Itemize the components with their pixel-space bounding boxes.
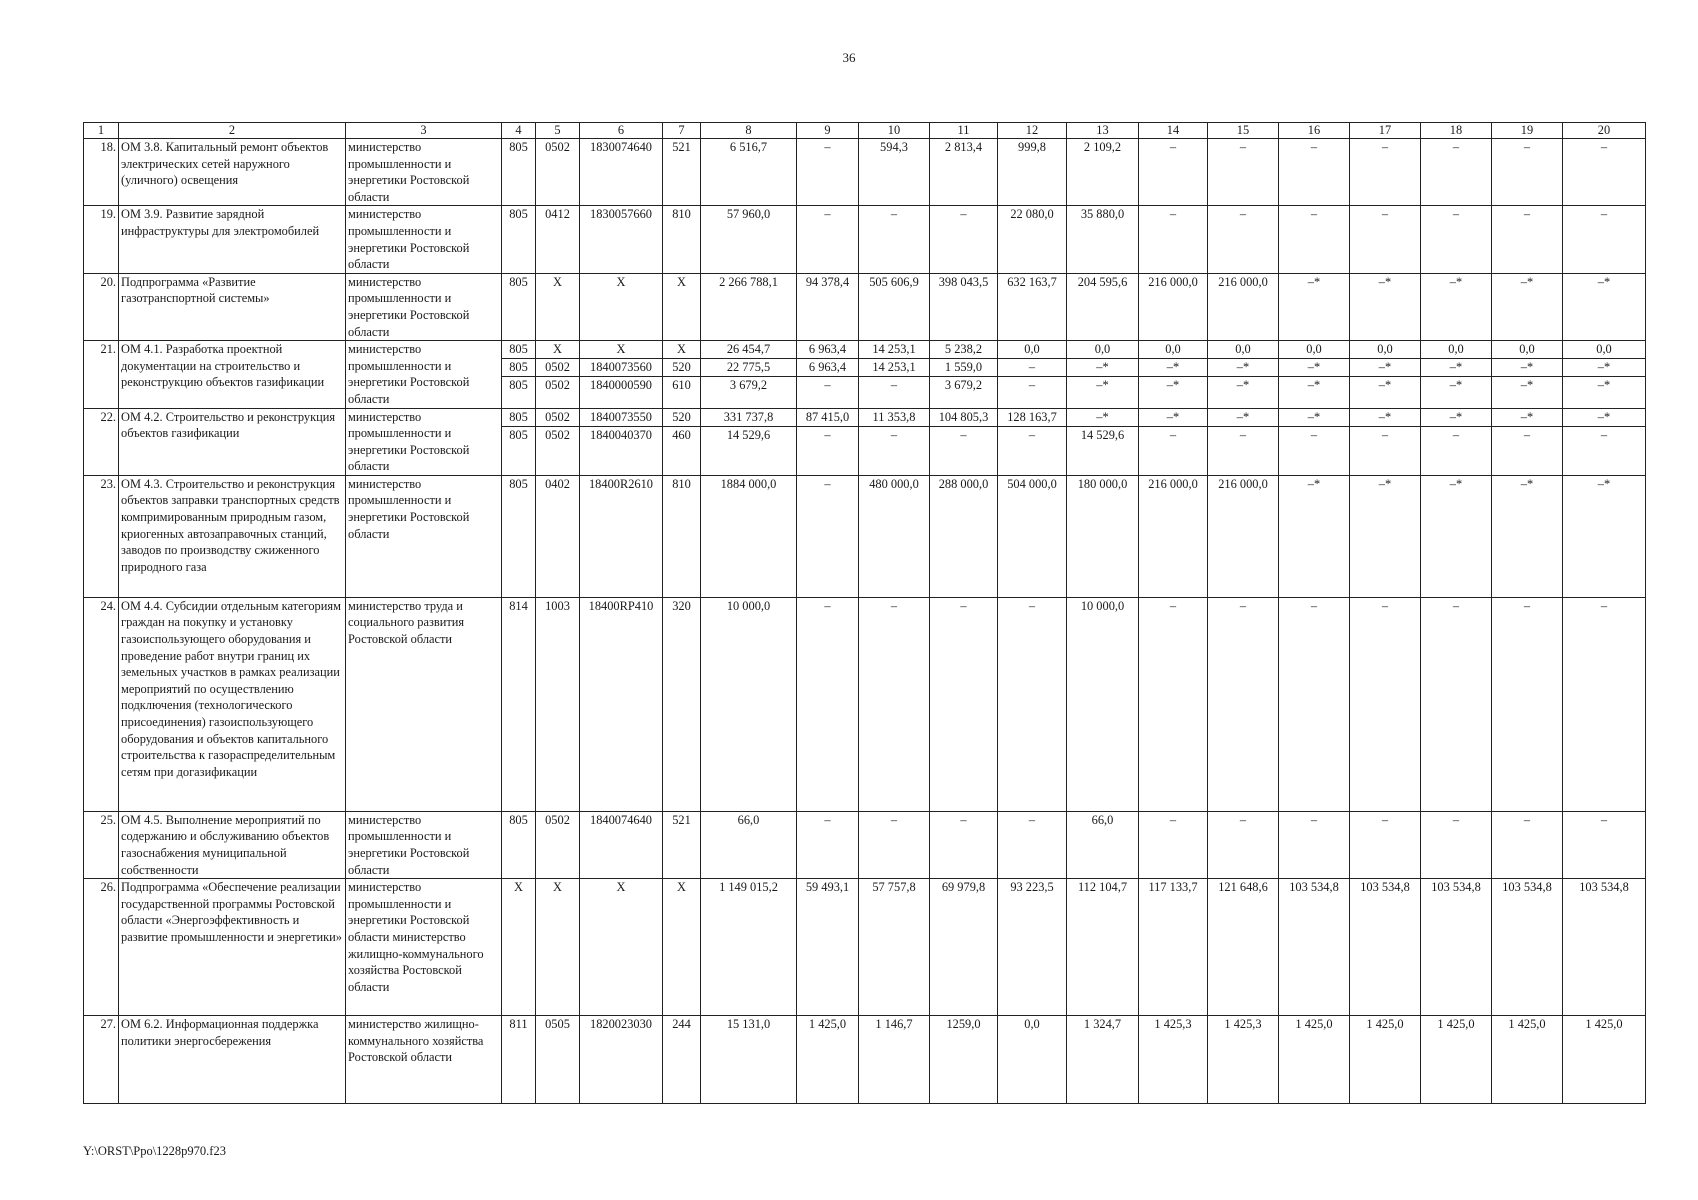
- amount-cell: –: [1563, 597, 1646, 811]
- table-row: [84, 811, 1646, 878]
- amount-cell: –: [859, 206, 930, 273]
- amount-cell: 1 425,3: [1208, 1016, 1279, 1104]
- budget-code-cell: X: [663, 879, 701, 1016]
- amount-cell: –*: [1350, 475, 1421, 597]
- amount-cell: 594,3: [859, 139, 930, 206]
- amount-cell: –: [797, 811, 859, 878]
- amount-cell: 15 131,0: [701, 1016, 797, 1104]
- amount-cell: –*: [1139, 408, 1208, 427]
- row-number: 24.: [84, 597, 119, 811]
- budget-code-cell: 610: [663, 376, 701, 408]
- measure-name: ОМ 4.5. Выполнение мероприятий по содержанию и обслуживанию объектов газоснабжения муниципальной собственности: [119, 811, 346, 878]
- amount-cell: –*: [1563, 359, 1646, 377]
- amount-cell: –*: [1279, 273, 1350, 340]
- amount-cell: 331 737,8: [701, 408, 797, 427]
- amount-cell: –*: [1139, 376, 1208, 408]
- amount-cell: 1 425,0: [1492, 1016, 1563, 1104]
- amount-cell: –: [859, 597, 930, 811]
- amount-cell: 1884 000,0: [701, 475, 797, 597]
- measure-name: ОМ 4.2. Строительство и реконструкция объектов газификации: [119, 408, 346, 475]
- amount-cell: 6 516,7: [701, 139, 797, 206]
- amount-cell: –: [1492, 811, 1563, 878]
- amount-cell: –*: [1350, 359, 1421, 377]
- amount-cell: –*: [1208, 376, 1279, 408]
- executor: министерство промышленности и энергетики Ростовской области: [346, 341, 502, 408]
- header-cell: 12: [998, 123, 1067, 139]
- amount-cell: –: [797, 475, 859, 597]
- budget-code-cell: 805: [502, 475, 536, 597]
- amount-cell: 6 963,4: [797, 341, 859, 359]
- amount-cell: 0,0: [1492, 341, 1563, 359]
- amount-cell: –: [1421, 206, 1492, 273]
- measure-name: ОМ 6.2. Информационная поддержка политики энергосбережения: [119, 1016, 346, 1104]
- amount-cell: 128 163,7: [998, 408, 1067, 427]
- header-cell: 4: [502, 123, 536, 139]
- amount-cell: –: [1139, 597, 1208, 811]
- row-number: 25.: [84, 811, 119, 878]
- budget-code-cell: X: [663, 341, 701, 359]
- amount-cell: –: [998, 811, 1067, 878]
- amount-cell: 480 000,0: [859, 475, 930, 597]
- amount-cell: –*: [1350, 408, 1421, 427]
- executor: министерство промышленности и энергетики Ростовской области: [346, 811, 502, 878]
- budget-code-cell: 805: [502, 376, 536, 408]
- budget-code-cell: 811: [502, 1016, 536, 1104]
- amount-cell: –: [1208, 597, 1279, 811]
- row-number: 23.: [84, 475, 119, 597]
- row-number: 21.: [84, 341, 119, 408]
- budget-code-cell: 1003: [536, 597, 580, 811]
- amount-cell: 104 805,3: [930, 408, 998, 427]
- amount-cell: 14 529,6: [1067, 427, 1139, 476]
- budget-code-cell: 805: [502, 206, 536, 273]
- table-row: [84, 879, 1646, 1016]
- amount-cell: 180 000,0: [1067, 475, 1139, 597]
- header-cell: 5: [536, 123, 580, 139]
- amount-cell: 3 679,2: [701, 376, 797, 408]
- budget-code-cell: X: [536, 273, 580, 340]
- amount-cell: 1 425,0: [1563, 1016, 1646, 1104]
- amount-cell: 204 595,6: [1067, 273, 1139, 340]
- amount-cell: –: [859, 811, 930, 878]
- amount-cell: 22 080,0: [998, 206, 1067, 273]
- header-cell: 11: [930, 123, 998, 139]
- amount-cell: 121 648,6: [1208, 879, 1279, 1016]
- budget-code-cell: 0502: [536, 408, 580, 427]
- executor: министерство промышленности и энергетики Ростовской области: [346, 475, 502, 597]
- amount-cell: 66,0: [1067, 811, 1139, 878]
- amount-cell: –: [1279, 206, 1350, 273]
- budget-code-cell: 1820023030: [580, 1016, 663, 1104]
- amount-cell: –*: [1492, 408, 1563, 427]
- amount-cell: 0,0: [1421, 341, 1492, 359]
- table-row: [84, 206, 1646, 273]
- budget-code-cell: 1840073560: [580, 359, 663, 377]
- amount-cell: –: [1139, 139, 1208, 206]
- amount-cell: –: [859, 427, 930, 476]
- amount-cell: 1 149 015,2: [701, 879, 797, 1016]
- budget-code-cell: 805: [502, 427, 536, 476]
- amount-cell: –*: [1492, 475, 1563, 597]
- amount-cell: 1 559,0: [930, 359, 998, 377]
- measure-name: Подпрограмма «Обеспечение реализации государственной программы Ростовской области «Энергоэффективность и развитие промышленности и энергетики»: [119, 879, 346, 1016]
- header-cell: 14: [1139, 123, 1208, 139]
- amount-cell: –*: [1563, 273, 1646, 340]
- row-number: 26.: [84, 879, 119, 1016]
- amount-cell: –*: [1208, 359, 1279, 377]
- amount-cell: 5 238,2: [930, 341, 998, 359]
- amount-cell: –*: [1139, 359, 1208, 377]
- amount-cell: –: [1139, 206, 1208, 273]
- amount-cell: –: [930, 427, 998, 476]
- amount-cell: –: [1421, 139, 1492, 206]
- table-row: [84, 273, 1646, 340]
- amount-cell: 288 000,0: [930, 475, 998, 597]
- executor: министерство труда и социального развития Ростовской области: [346, 597, 502, 811]
- amount-cell: 22 775,5: [701, 359, 797, 377]
- budget-code-cell: 521: [663, 139, 701, 206]
- header-cell: 3: [346, 123, 502, 139]
- amount-cell: 2 266 788,1: [701, 273, 797, 340]
- budget-code-cell: 1840074640: [580, 811, 663, 878]
- amount-cell: 216 000,0: [1208, 475, 1279, 597]
- table-row: [84, 475, 1646, 597]
- header-cell: 19: [1492, 123, 1563, 139]
- amount-cell: 57 960,0: [701, 206, 797, 273]
- header-cell: 13: [1067, 123, 1139, 139]
- executor: министерство жилищно-коммунального хозяйства Ростовской области: [346, 1016, 502, 1104]
- amount-cell: 0,0: [1350, 341, 1421, 359]
- header-cell: 9: [797, 123, 859, 139]
- amount-cell: –*: [1421, 359, 1492, 377]
- amount-cell: 1 425,0: [1350, 1016, 1421, 1104]
- amount-cell: –: [1279, 139, 1350, 206]
- amount-cell: –*: [1279, 408, 1350, 427]
- amount-cell: –: [930, 811, 998, 878]
- amount-cell: 1 146,7: [859, 1016, 930, 1104]
- page-number: 36: [842, 50, 856, 65]
- amount-cell: –: [1279, 597, 1350, 811]
- amount-cell: 1 425,0: [797, 1016, 859, 1104]
- amount-cell: –: [1421, 811, 1492, 878]
- measure-name: ОМ 4.3. Строительство и реконструкция объектов заправки транспортных средств компримированным природным газом, криогенных автозаправочных станций, заводов по производству сжиженного природного газа: [119, 475, 346, 597]
- amount-cell: –: [1279, 427, 1350, 476]
- file-path: Y:\ORST\Ppo\1228p970.f23: [83, 1144, 226, 1158]
- header-cell: 7: [663, 123, 701, 139]
- amount-cell: –: [1279, 811, 1350, 878]
- amount-cell: –*: [1563, 376, 1646, 408]
- amount-cell: –: [1350, 427, 1421, 476]
- row-number: 19.: [84, 206, 119, 273]
- header-cell: 6: [580, 123, 663, 139]
- amount-cell: 103 534,8: [1279, 879, 1350, 1016]
- amount-cell: 103 534,8: [1421, 879, 1492, 1016]
- budget-code-cell: 0402: [536, 475, 580, 597]
- table-header-row: [84, 123, 1646, 139]
- amount-cell: 1 425,3: [1139, 1016, 1208, 1104]
- amount-cell: –: [1350, 206, 1421, 273]
- amount-cell: 103 534,8: [1492, 879, 1563, 1016]
- budget-code-cell: 1840000590: [580, 376, 663, 408]
- amount-cell: –: [1208, 139, 1279, 206]
- budget-code-cell: X: [580, 879, 663, 1016]
- table-body: [84, 123, 1646, 1104]
- amount-cell: –: [1563, 427, 1646, 476]
- amount-cell: 2 109,2: [1067, 139, 1139, 206]
- budget-code-cell: 0502: [536, 359, 580, 377]
- budget-code-cell: 520: [663, 408, 701, 427]
- amount-cell: 216 000,0: [1208, 273, 1279, 340]
- header-cell: 20: [1563, 123, 1646, 139]
- amount-cell: 14 253,1: [859, 359, 930, 377]
- measure-name: ОМ 3.9. Развитие зарядной инфраструктуры для электромобилей: [119, 206, 346, 273]
- amount-cell: 216 000,0: [1139, 475, 1208, 597]
- amount-cell: –: [1208, 811, 1279, 878]
- budget-code-cell: 805: [502, 811, 536, 878]
- amount-cell: –: [1139, 427, 1208, 476]
- amount-cell: 0,0: [1067, 341, 1139, 359]
- amount-cell: –*: [1421, 408, 1492, 427]
- amount-cell: –*: [1421, 475, 1492, 597]
- amount-cell: –: [797, 597, 859, 811]
- amount-cell: 14 529,6: [701, 427, 797, 476]
- measure-name: ОМ 4.4. Субсидии отдельным категориям граждан на покупку и установку газоиспользующего оборудования и проведение работ внутри границ их земельных участков в рамках реализации мероприятий по осуществлению подключения (технологического присоединения) газоиспользующего оборудования и объектов капитального строительства к газораспределительным сетям при догазификации: [119, 597, 346, 811]
- table-row: [84, 139, 1646, 206]
- amount-cell: –: [1563, 139, 1646, 206]
- amount-cell: –*: [1421, 376, 1492, 408]
- amount-cell: –*: [1279, 376, 1350, 408]
- row-number: 27.: [84, 1016, 119, 1104]
- budget-code-cell: 810: [663, 206, 701, 273]
- amount-cell: –: [998, 427, 1067, 476]
- budget-code-cell: 460: [663, 427, 701, 476]
- amount-cell: –*: [1279, 359, 1350, 377]
- amount-cell: 0,0: [998, 341, 1067, 359]
- amount-cell: –*: [1492, 376, 1563, 408]
- budget-code-cell: 1840073550: [580, 408, 663, 427]
- budget-code-cell: 805: [502, 408, 536, 427]
- amount-cell: –: [1492, 427, 1563, 476]
- amount-cell: 0,0: [1208, 341, 1279, 359]
- amount-cell: –: [1492, 139, 1563, 206]
- executor: министерство промышленности и энергетики Ростовской области: [346, 139, 502, 206]
- header-cell: 16: [1279, 123, 1350, 139]
- budget-code-cell: X: [663, 273, 701, 340]
- budget-code-cell: X: [536, 341, 580, 359]
- amount-cell: –*: [1208, 408, 1279, 427]
- amount-cell: –: [797, 206, 859, 273]
- measure-name: ОМ 4.1. Разработка проектной документации на строительство и реконструкцию объектов газификации: [119, 341, 346, 408]
- header-cell: 17: [1350, 123, 1421, 139]
- table-row: [84, 597, 1646, 811]
- amount-cell: –: [797, 139, 859, 206]
- row-number: 20.: [84, 273, 119, 340]
- budget-code-cell: 244: [663, 1016, 701, 1104]
- amount-cell: 87 415,0: [797, 408, 859, 427]
- table-row: [84, 341, 1646, 359]
- amount-cell: –: [1421, 427, 1492, 476]
- amount-cell: –: [930, 206, 998, 273]
- amount-cell: –*: [1067, 408, 1139, 427]
- amount-cell: –: [998, 597, 1067, 811]
- amount-cell: –*: [1421, 273, 1492, 340]
- budget-code-cell: 0412: [536, 206, 580, 273]
- amount-cell: –: [1563, 206, 1646, 273]
- budget-code-cell: 320: [663, 597, 701, 811]
- budget-code-cell: 18400RP410: [580, 597, 663, 811]
- amount-cell: –: [1208, 206, 1279, 273]
- table-row: [84, 1016, 1646, 1104]
- budget-code-cell: 0502: [536, 139, 580, 206]
- measure-name: ОМ 3.8. Капитальный ремонт объектов электрических сетей наружного (уличного) освещения: [119, 139, 346, 206]
- budget-code-cell: X: [502, 879, 536, 1016]
- amount-cell: 117 133,7: [1139, 879, 1208, 1016]
- budget-code-cell: 805: [502, 139, 536, 206]
- amount-cell: –: [998, 359, 1067, 377]
- amount-cell: –: [1492, 206, 1563, 273]
- budget-code-cell: 521: [663, 811, 701, 878]
- budget-code-cell: 814: [502, 597, 536, 811]
- budget-code-cell: 1830057660: [580, 206, 663, 273]
- amount-cell: 94 378,4: [797, 273, 859, 340]
- amount-cell: –*: [1492, 359, 1563, 377]
- amount-cell: 103 534,8: [1563, 879, 1646, 1016]
- amount-cell: –: [797, 376, 859, 408]
- amount-cell: 112 104,7: [1067, 879, 1139, 1016]
- amount-cell: –: [1350, 597, 1421, 811]
- budget-code-cell: 18400R2610: [580, 475, 663, 597]
- amount-cell: –*: [1279, 475, 1350, 597]
- amount-cell: 1 425,0: [1421, 1016, 1492, 1104]
- budget-code-cell: X: [580, 341, 663, 359]
- amount-cell: 93 223,5: [998, 879, 1067, 1016]
- amount-cell: 69 979,8: [930, 879, 998, 1016]
- amount-cell: –: [1563, 811, 1646, 878]
- amount-cell: –: [1139, 811, 1208, 878]
- amount-cell: 14 253,1: [859, 341, 930, 359]
- amount-cell: 57 757,8: [859, 879, 930, 1016]
- amount-cell: –: [859, 376, 930, 408]
- amount-cell: 504 000,0: [998, 475, 1067, 597]
- header-cell: 8: [701, 123, 797, 139]
- executor: министерство промышленности и энергетики Ростовской области министерство жилищно-коммунального хозяйства Ростовской области: [346, 879, 502, 1016]
- amount-cell: –*: [1067, 376, 1139, 408]
- budget-code-cell: X: [580, 273, 663, 340]
- row-number: 18.: [84, 139, 119, 206]
- measure-name: Подпрограмма «Развитие газотранспортной системы»: [119, 273, 346, 340]
- table-row: [84, 408, 1646, 427]
- budget-code-cell: 1830074640: [580, 139, 663, 206]
- header-cell: 1: [84, 123, 119, 139]
- amount-cell: 59 493,1: [797, 879, 859, 1016]
- amount-cell: 0,0: [1279, 341, 1350, 359]
- budget-code-cell: 0505: [536, 1016, 580, 1104]
- budget-code-cell: 805: [502, 341, 536, 359]
- budget-code-cell: 0502: [536, 376, 580, 408]
- budget-table: [83, 122, 1646, 1104]
- amount-cell: 2 813,4: [930, 139, 998, 206]
- budget-code-cell: 520: [663, 359, 701, 377]
- header-cell: 15: [1208, 123, 1279, 139]
- amount-cell: 0,0: [998, 1016, 1067, 1104]
- amount-cell: 398 043,5: [930, 273, 998, 340]
- amount-cell: –: [930, 597, 998, 811]
- executor: министерство промышленности и энергетики Ростовской области: [346, 408, 502, 475]
- amount-cell: –: [998, 376, 1067, 408]
- header-cell: 10: [859, 123, 930, 139]
- amount-cell: 999,8: [998, 139, 1067, 206]
- budget-code-cell: 810: [663, 475, 701, 597]
- amount-cell: –*: [1350, 376, 1421, 408]
- amount-cell: –*: [1563, 475, 1646, 597]
- budget-code-cell: 805: [502, 273, 536, 340]
- budget-code-cell: 0502: [536, 427, 580, 476]
- amount-cell: –*: [1492, 273, 1563, 340]
- amount-cell: –: [1350, 139, 1421, 206]
- amount-cell: –: [797, 427, 859, 476]
- amount-cell: 505 606,9: [859, 273, 930, 340]
- amount-cell: 632 163,7: [998, 273, 1067, 340]
- budget-code-cell: 0502: [536, 811, 580, 878]
- amount-cell: 1 425,0: [1279, 1016, 1350, 1104]
- executor: министерство промышленности и энергетики Ростовской области: [346, 206, 502, 273]
- amount-cell: 66,0: [701, 811, 797, 878]
- header-cell: 2: [119, 123, 346, 139]
- amount-cell: 1 324,7: [1067, 1016, 1139, 1104]
- amount-cell: –*: [1067, 359, 1139, 377]
- amount-cell: 10 000,0: [701, 597, 797, 811]
- amount-cell: –: [1350, 811, 1421, 878]
- amount-cell: –: [1492, 597, 1563, 811]
- row-number: 22.: [84, 408, 119, 475]
- header-cell: 18: [1421, 123, 1492, 139]
- amount-cell: 3 679,2: [930, 376, 998, 408]
- amount-cell: –: [1421, 597, 1492, 811]
- amount-cell: 0,0: [1139, 341, 1208, 359]
- executor: министерство промышленности и энергетики Ростовской области: [346, 273, 502, 340]
- amount-cell: 103 534,8: [1350, 879, 1421, 1016]
- amount-cell: 26 454,7: [701, 341, 797, 359]
- amount-cell: 1259,0: [930, 1016, 998, 1104]
- budget-code-cell: 805: [502, 359, 536, 377]
- amount-cell: 6 963,4: [797, 359, 859, 377]
- amount-cell: 10 000,0: [1067, 597, 1139, 811]
- amount-cell: –: [1208, 427, 1279, 476]
- amount-cell: 35 880,0: [1067, 206, 1139, 273]
- amount-cell: –*: [1563, 408, 1646, 427]
- budget-code-cell: X: [536, 879, 580, 1016]
- amount-cell: 11 353,8: [859, 408, 930, 427]
- amount-cell: 216 000,0: [1139, 273, 1208, 340]
- amount-cell: –*: [1350, 273, 1421, 340]
- amount-cell: 0,0: [1563, 341, 1646, 359]
- budget-code-cell: 1840040370: [580, 427, 663, 476]
